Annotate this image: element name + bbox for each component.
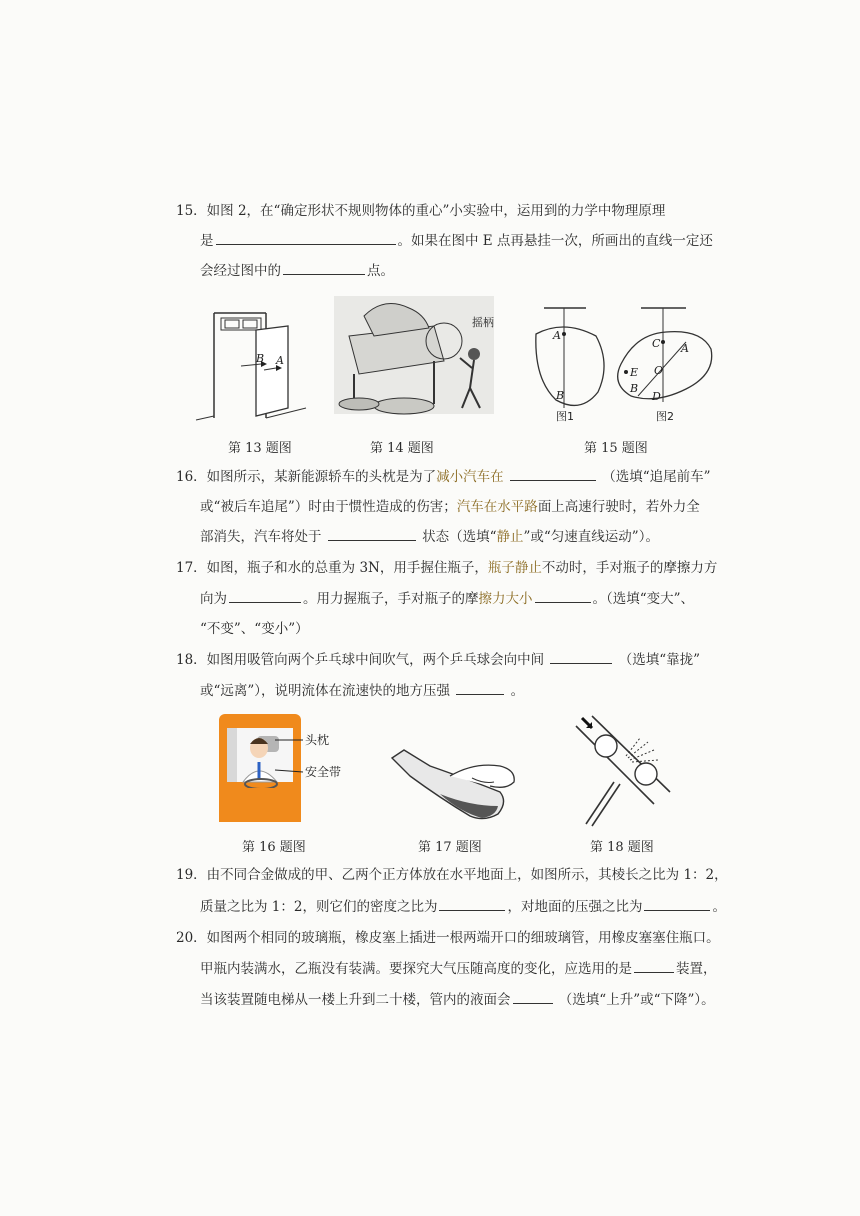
fig13-door-diagram [196, 308, 316, 428]
q16-line3: 部消失，汽车将处于 状态（选填“静止”或“匀速直线运动”）。 [200, 522, 659, 552]
q15-line3: 会经过图中的 点。 [200, 256, 394, 286]
fig16-caption: 第 16 题图 [242, 840, 306, 855]
fig15-center-of-gravity-diagram [526, 304, 726, 424]
fig13-label-a: A [276, 354, 284, 367]
fig17-caption: 第 17 题图 [418, 840, 482, 855]
fig16-car-headrest [219, 714, 359, 826]
fig13-label-b: B [256, 352, 265, 365]
fig15-fig2-label-b: B [630, 382, 639, 395]
q16-blank-collision[interactable] [510, 466, 596, 481]
fig15-sub2: 图2 [656, 410, 674, 423]
fig15-sub1: 图1 [556, 410, 574, 423]
q17-line3: “不变”、“变小”） [200, 621, 309, 637]
fig15-fig2-label-o: O [654, 364, 664, 377]
q19-blank-density[interactable] [439, 896, 505, 911]
q20-line2: 甲瓶内装满水，乙瓶没有装满。要探究大气压随高度的变化，应选用的是 装置， [200, 954, 717, 984]
q20-line1: 20．如图两个相同的玻璃瓶，橡皮塞上插进一根两端开口的细玻璃管，用橡皮塞塞住瓶口。 [176, 930, 720, 946]
fig18-pingpong-straw [570, 712, 680, 826]
fig15-fig2-label-c: C [652, 337, 661, 350]
q15-blank-point[interactable] [283, 260, 365, 275]
fig17-bottle-hand [390, 746, 518, 824]
q19-line1: 19．由不同合金做成的甲、乙两个正方体放在水平地面上，如图所示，其棱长之比为 1：2， [176, 867, 728, 883]
q16-line2: 或“被后车追尾”）时由于惯性造成的伤害；汽车在水平路面上高速行驶时，若外力全 [200, 499, 700, 515]
q15-line1: 15．如图 2，在“确定形状不规则物体的重心”小实验中，运用到的力学中物理原理 [176, 203, 666, 219]
fig13-caption: 第 13 题图 [228, 441, 292, 456]
fig14-caption: 第 14 题图 [370, 441, 434, 456]
q20-blank-level[interactable] [513, 989, 553, 1004]
fig15-fig1-label-a: A [553, 329, 561, 342]
q18-line1: 18．如图用吸管向两个乒乓球中间吹气，两个乒乓球会向中间 （选填“靠拢” [176, 645, 700, 675]
q20-blank-device[interactable] [634, 958, 674, 973]
fig15-fig1-label-b: B [556, 389, 565, 402]
q18-blank-pressure[interactable] [456, 680, 504, 695]
q20-line3: 当该装置随电梯从一楼上升到二十楼，管内的液面会 （选填“上升”或“下降”）。 [200, 985, 715, 1015]
fig15-fig2-label-a: A [681, 342, 689, 355]
q17-line2: 向为 。用力握瓶子，手对瓶子的摩擦力大小 。（选填“变大”、 [200, 584, 694, 614]
q17-blank-friction[interactable] [535, 588, 591, 603]
q16-line1: 16．如图所示，某新能源轿车的头枕是为了减小汽车在 （选填“追尾前车” [176, 462, 711, 492]
fig14-winnowing-machine [334, 296, 504, 416]
fig15-fig2-label-e: E [630, 366, 639, 379]
q16-blank-state[interactable] [328, 526, 416, 541]
q18-line2: 或“远离”），说明流体在流速快的地方压强 。 [200, 676, 524, 706]
fig16-label-seatbelt: 安全带 [305, 765, 342, 779]
fig14-label-crank: 摇柄 [472, 316, 494, 329]
fig16-label-headrest: 头枕 [305, 733, 330, 747]
fig15-fig2-label-d: D [652, 390, 661, 403]
q15-line2: 是 。如果在图中 E 点再悬挂一次，所画出的直线一定还 [200, 226, 713, 256]
q15-blank-principle[interactable] [216, 230, 396, 245]
fig18-caption: 第 18 题图 [590, 840, 654, 855]
q19-blank-pressure[interactable] [644, 896, 710, 911]
q17-line1: 17．如图，瓶子和水的总重为 3N，用手握住瓶子，瓶子静止不动时，手对瓶子的摩擦力方 [176, 560, 718, 576]
q17-blank-direction[interactable] [229, 588, 301, 603]
fig15-caption: 第 15 题图 [584, 441, 648, 456]
q18-blank-motion[interactable] [550, 649, 612, 664]
q19-line2: 质量之比为 1：2，则它们的密度之比为 ，对地面的压强之比为 。 [200, 892, 726, 922]
